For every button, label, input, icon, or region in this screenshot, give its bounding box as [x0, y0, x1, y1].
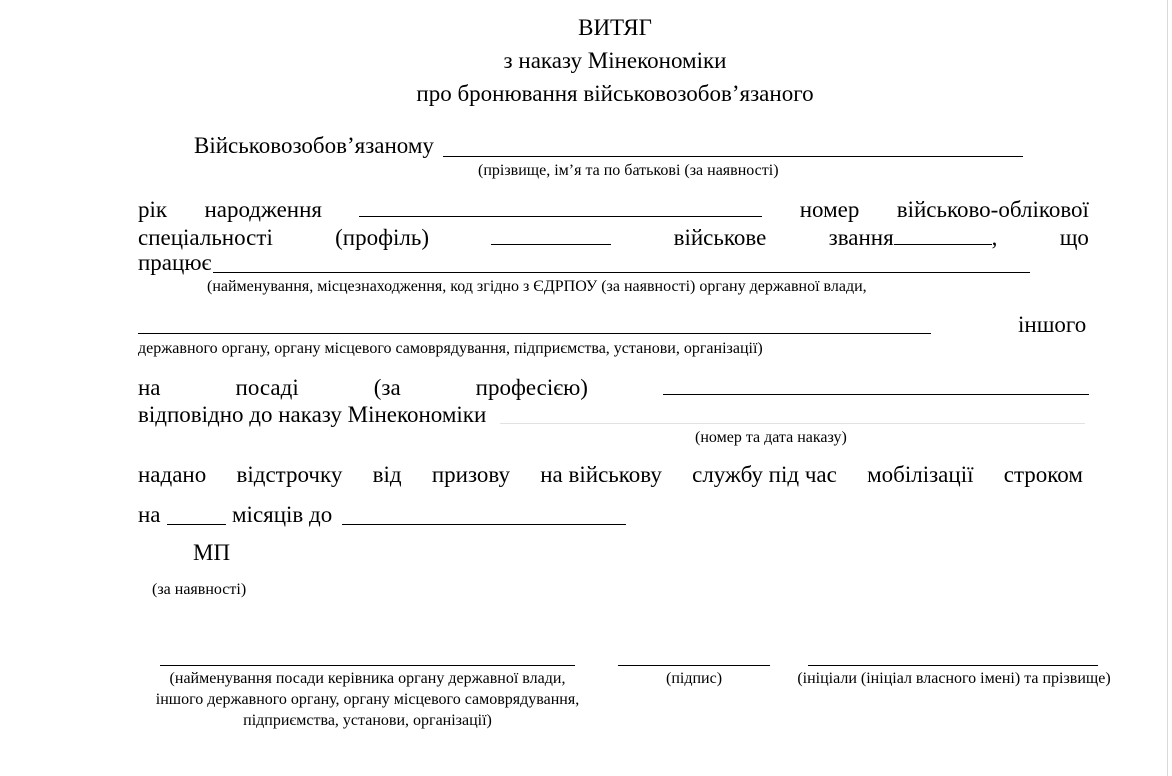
birth-row: [138, 196, 1089, 223]
works-label: працює: [138, 250, 212, 275]
deferral-word-deferral: відстрочку: [236, 462, 343, 487]
position-row: [138, 374, 1089, 401]
term-date-field[interactable]: [342, 524, 626, 525]
position-word: посаді: [235, 375, 299, 400]
birth-year-field[interactable]: [359, 196, 762, 217]
order-field[interactable]: [500, 423, 1085, 424]
deferral-word-from: від: [372, 462, 402, 487]
document-subtitle-order: з наказу Мінекономіки: [503, 48, 727, 73]
deferral-word-granted: надано: [138, 462, 207, 487]
birth-word-label: народження: [204, 197, 322, 222]
term-word-na: на: [138, 502, 161, 527]
workplace-field[interactable]: [213, 272, 1030, 273]
manager-position-field[interactable]: [160, 665, 575, 666]
workplace-other-word: іншого: [1018, 312, 1087, 337]
signature-field[interactable]: [618, 665, 770, 666]
registration-number-label: номер: [799, 197, 860, 222]
deferral-row: [138, 462, 1083, 488]
workplace-hint-2: державного органу, органу місцевого самоврядування, підприємства, установи, організації): [138, 340, 763, 357]
specialty-profile-field[interactable]: [491, 224, 611, 245]
specialty-word: спеціальності: [138, 225, 273, 250]
manager-position-caption: (найменування посади керівника органу державної влади, іншого державного органу, органу місцевого самоврядування, підприємства, установи, організації): [155, 670, 580, 729]
conscript-name-field[interactable]: [443, 156, 1023, 157]
order-label: відповідно до наказу Мінекономіки: [138, 402, 487, 427]
military-word: військове: [673, 225, 767, 250]
signature-caption: (підпис): [665, 670, 723, 687]
position-field[interactable]: [663, 374, 1089, 395]
profession-word: професією): [475, 375, 588, 400]
workplace-hint-1: (найменування, місцезнаходження, код згідно з ЄДРПОУ (за наявності) органу державної влади,: [207, 278, 867, 295]
conscript-label: Військовозобов’язаному: [194, 133, 434, 158]
deferral-word-military: на військову: [540, 462, 662, 487]
stamp-hint: (за наявності): [152, 581, 247, 598]
specialty-row: [138, 224, 1089, 251]
deferral-word-mobilization: мобілізації: [867, 462, 974, 487]
document-title: ВИТЯГ: [578, 15, 652, 40]
initials-caption: (ініціали (ініціал власного імені) та прізвище): [797, 670, 1111, 687]
rank-word: звання: [828, 225, 894, 250]
which-word: що: [1059, 225, 1089, 250]
deferral-word-conscription: призову: [431, 462, 510, 487]
rank-field[interactable]: [894, 224, 992, 245]
initials-field[interactable]: [808, 665, 1098, 666]
order-hint: (номер та дата наказу): [695, 429, 847, 446]
profile-word: (профіль): [335, 225, 430, 250]
conscript-name-hint: (прізвище, ім’я та по батькові (за наявності): [478, 162, 779, 179]
military-specialty-label: військово-облікової: [896, 197, 1089, 222]
deferral-word-service: службу під час: [692, 462, 837, 487]
stamp-label: МП: [193, 540, 231, 565]
deferral-word-term: строком: [1003, 462, 1083, 487]
workplace-field-2[interactable]: [138, 333, 931, 334]
birth-word-rik: рік: [138, 197, 168, 222]
rank-comma: ,: [991, 225, 998, 250]
term-months-field[interactable]: [167, 524, 226, 525]
page-edge-divider: [1167, 0, 1168, 776]
rank-group: [829, 224, 998, 251]
document-subtitle-reservation: про бронювання військовозобов’язаного: [416, 81, 814, 106]
position-word-na: на: [138, 375, 161, 400]
term-months-label: місяців до: [232, 502, 333, 527]
position-word-za: (за: [373, 375, 401, 400]
